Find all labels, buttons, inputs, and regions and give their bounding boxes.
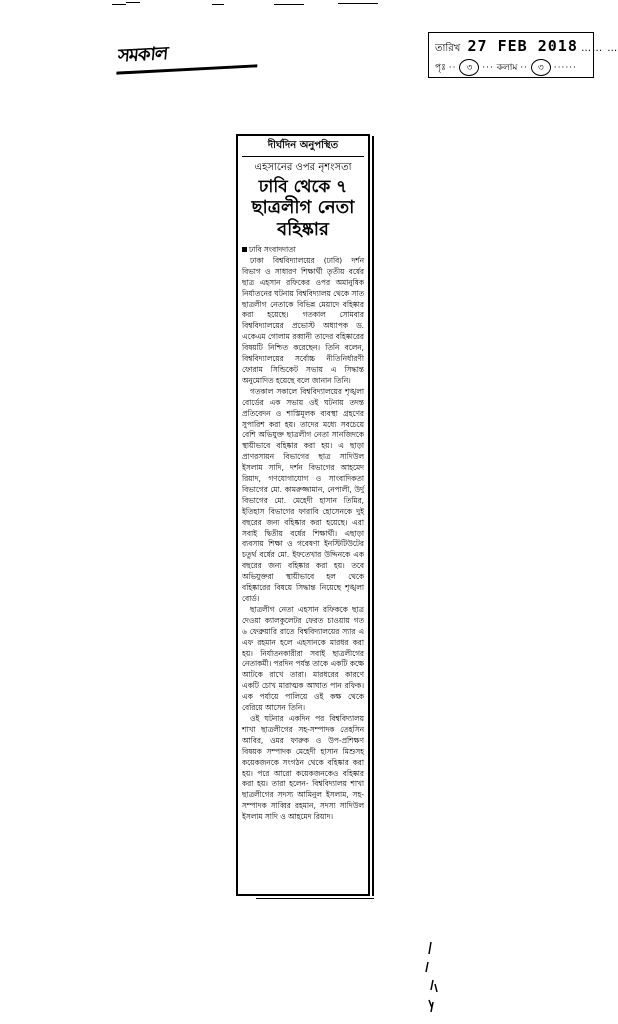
article-subheadline: এহসানের ওপর নৃশংসতা — [254, 162, 352, 173]
article-paragraph: ঢাকা বিশ্ববিদ্যালয়ের (ঢাবি) দর্শন বিভাগ ও সাধারণ শিক্ষার্থী তৃতীয় বর্ষের ছাত্র এহসান রফিকের ওপর অমানুষিক নির্যাতনের ঘটনায় বিশ্ববিদ্যালয় থেকে সাত ছাত্রলীগ নেতাকে বিভিন্ন মেয়াদে বহিষ্কার করা হয়েছে। গতকাল সোমবার বিশ্ববিদ্যালয়ের প্রভোস্ট অধ্যাপক ড. একেএম গোলাম রব্বানী তাদের বহিষ্কারের বিষয়টি নিশ্চিত করেছেন। তিনি বলেন, বিশ্ববিদ্যালয়ের সর্বোচ্চ নীতিনির্ধারণী ফোরাম সিন্ডিকেট সভায় এ সিদ্ধান্ত অনুমোদিত হয়েছে বলে জানান তিনি। — [242, 255, 365, 385]
article-dateline: ঢাবি সংবাদদাতা — [249, 245, 296, 254]
article-body — [242, 245, 364, 823]
article-bottom-rule — [256, 898, 374, 899]
newspaper-masthead: সমকাল — [116, 38, 259, 74]
article-paragraph: ওই ঘটনার একদিন পর বিশ্ববিদ্যালয় শাখা ছাত্রলীগের সহ-সম্পাদক তেহসিন আবির, ওমর ফারুক ও উপ-প্রশিক্ষণ বিষয়ক সম্পাদক মেহেদী হাসান মিশুসহ কয়েকজনকে সংগঠন থেকে বহিষ্কার করা হয়। পরে আরো কয়েকজনকেও বহিষ্কার করা হয়। তারা হলেন- বিশ্ববিদ্যালয় শাখা ছাত্রলীগের সদস্য আমিনুল ইসলাম, সহ-সম্পাদক সাব্বির রহমান, সদস্য সাদিউল ইসলাম সাদি ও আহমেদ রিয়াদ। — [242, 713, 364, 822]
stamp-date-label: তারিখ — [435, 43, 461, 54]
stamp-date-row — [435, 37, 618, 58]
scribble-stroke — [426, 942, 437, 1012]
article-headline-line3: বহিষ্কার — [277, 219, 329, 240]
scan-speck — [274, 4, 304, 5]
article-headline-line1: ঢাবি থেকে ৭ — [258, 177, 348, 197]
scan-speck — [212, 4, 224, 5]
article-dateline-row — [242, 245, 364, 256]
handwritten-margin-note — [423, 940, 443, 1015]
article-paragraph: গতকাল সকালে বিশ্ববিদ্যালয়ের শৃঙ্খলা বোর্ডের এক সভায় ওই ঘটনায় তদন্ত প্রতিবেদন ও শাস্তিমূলক ব্যবস্থা গ্রহণের সুপারিশ করা হয়। তাদের মধ্যে সবচেয়ে বেশি অভিযুক্ত ছাত্রলীগ নেতা সানজিদকে স্থায়ীভাবে বহিষ্কার করা হয়। এ ছাড়া প্রাণরসায়ন বিভাগের ছাত্র সাদিউল ইসলাম সাদি, দর্শন বিভাগের আহমেদ রিয়াদ, গণযোগাযোগ ও সাংবাদিকতা বিভাগের মো. কামরুজ্জামান, নেপালী, উর্দু বিভাগের মো. মেহেদী হাসান তিমির, ইতিহাস বিভাগের ফারাবি হোসেনকে দুই বছরের জন্য বহিষ্কার করা হয়েছে। এরা সবাই দ্বিতীয় বর্ষের শিক্ষার্থী। এছাড়া ব্যবসায় শিক্ষা ও গবেষণা ইনস্টিটিউটের চতুর্থ বর্ষের মো. ইফতেখার উদ্দিনকে এক বছরের জন্য বহিষ্কার করা হয়। তবে অভিযুক্তরা স্থায়ীভাবে হল থেকে বহিষ্কারের বিষয়ে সিদ্ধান্ত নিয়েছে শৃঙ্খলা বোর্ড। — [242, 386, 364, 603]
article-kicker: দীর্ঘদিন অনুপস্থিত — [242, 138, 364, 157]
article-paragraph: ছাত্রলীগ নেতা এহসান রফিককে ছাত্র দেওয়া ক্যালকুলেটর ফেরত চাওয়ায় গত ৬ ফেব্রুয়ারি রাতে বিশ্ববিদ্যালয়ের স্যার এ এফ রহমান হলে এহসানকে মারধর করা হয়। নির্যাতনকারীরা সবাই ছাত্রলীগের নেতাকর্মী। পরদিন পর্যন্ত তাকে একটি কক্ষে আটকে রাখে তারা। মারধরের কারণে একটি চোখ মারাত্মক আঘাত পান রফিক। এক পর্যায়ে পালিয়ে ওই কক্ষ থেকে বেরিয়ে আসেন তিনি। — [242, 604, 364, 713]
scan-speck — [112, 4, 126, 5]
article-border-shadow — [372, 136, 374, 896]
stamp-page-row: পৃঃ ·· ৩ ··· কলাম ·· ৩ ······ — [435, 59, 577, 76]
scan-speck — [338, 3, 378, 4]
stamp-column-label: কলাম — [496, 63, 518, 73]
news-article — [236, 134, 370, 896]
date-stamp — [428, 32, 618, 78]
stamp-page-label: পৃঃ — [435, 63, 446, 73]
scan-speck — [126, 2, 140, 3]
stamp-column-value: ৩ — [531, 59, 551, 76]
article-headline-line2: ছাত্রলীগ নেতা — [251, 197, 355, 218]
stamp-date-value: 27 FEB 2018 — [467, 37, 578, 55]
stamp-dots: …… … — [581, 43, 618, 54]
stamp-page-value: ৩ — [459, 59, 479, 76]
bullet-icon — [242, 247, 247, 252]
